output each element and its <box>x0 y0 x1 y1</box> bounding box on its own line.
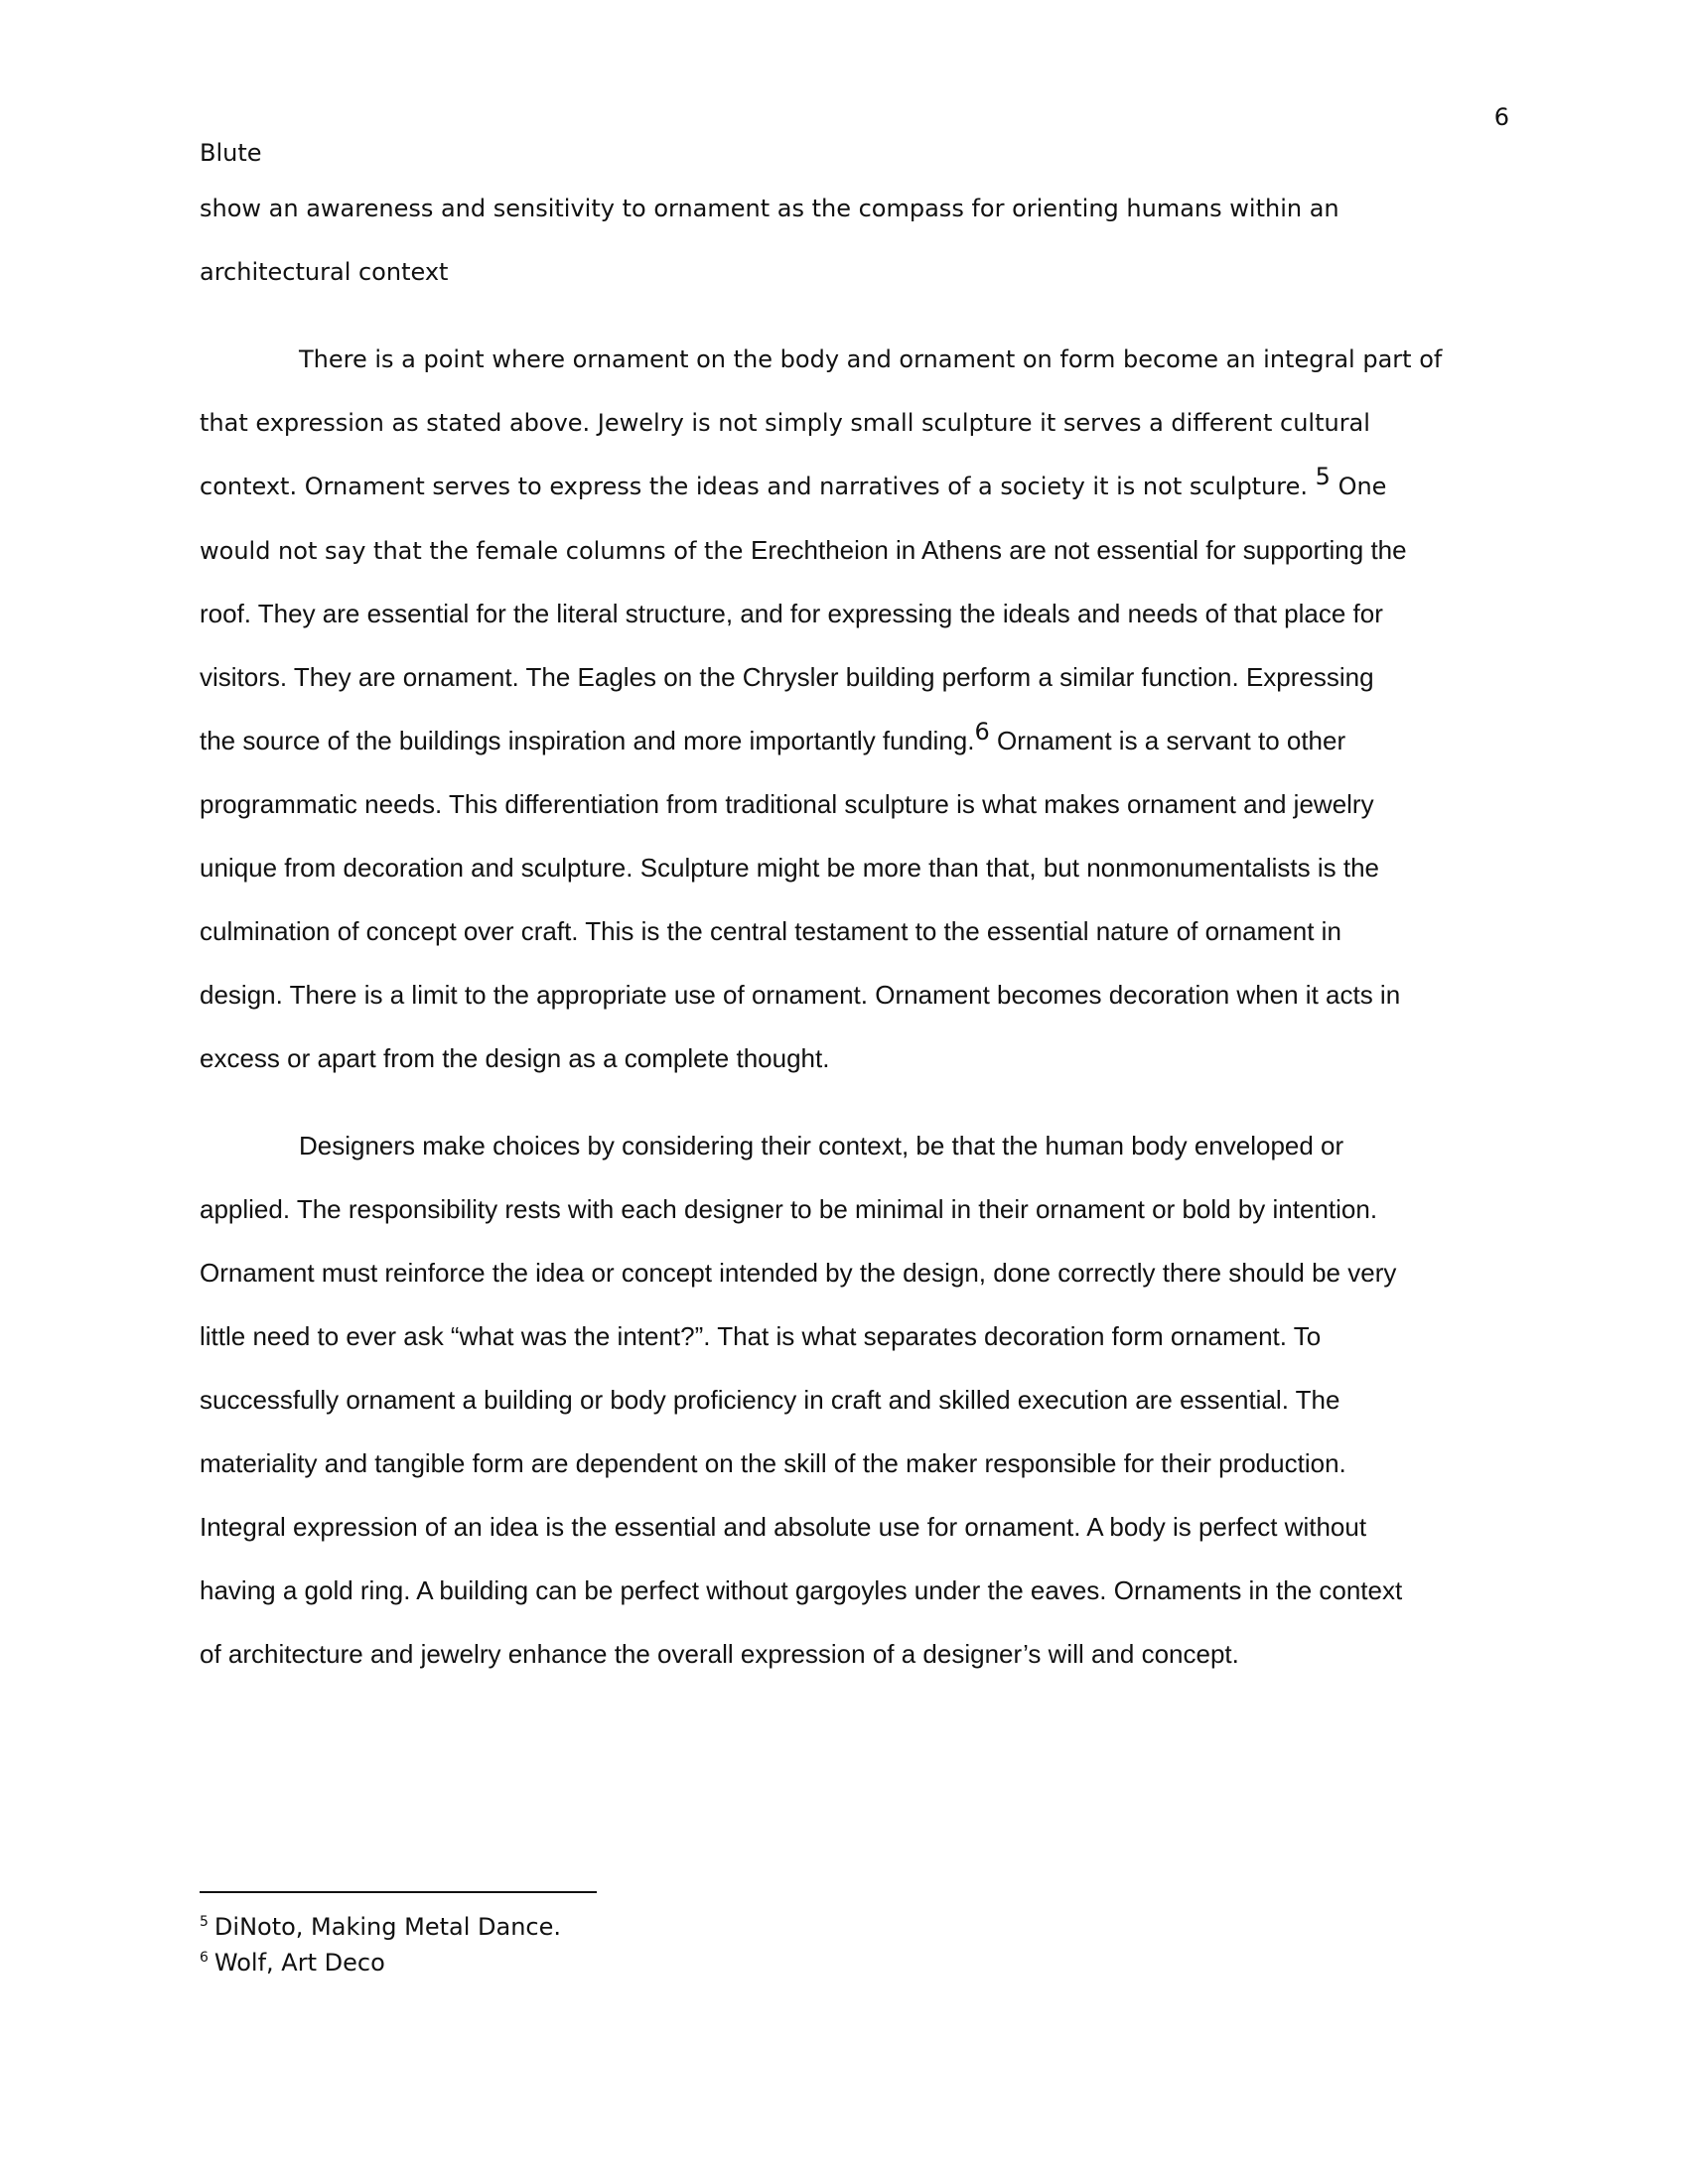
text-segment: unique from decoration and sculpture. Sculpture might be more than that, but nonmonumentalists is the <box>200 853 1380 883</box>
text-segment: of architecture and jewelry enhance the overall expression of a designer’s will and concept. <box>200 1639 1239 1669</box>
text-line <box>200 1575 1490 1642</box>
text-line <box>200 535 1490 602</box>
text-segment: the source of the buildings inspiration and more importantly funding. <box>200 726 975 755</box>
text-line <box>200 853 1490 919</box>
text-line <box>200 347 1490 411</box>
text-segment: design. There is a limit to the appropriate use of ornament. Ornament becomes decoration when it acts in <box>200 980 1401 1010</box>
text-line <box>200 599 1490 665</box>
text-line <box>200 1321 1490 1388</box>
text-segment: Designers make choices by considering their context, be that the human body enveloped or <box>299 1131 1344 1160</box>
text-segment: programmatic needs. This differentiation from traditional sculpture is what makes ornament and jewelry <box>200 789 1374 819</box>
text-segment: having a gold ring. A building can be perfect without gargoyles under the eaves. Ornaments in the context <box>200 1575 1403 1605</box>
text-line <box>200 1448 1490 1515</box>
footnotes <box>200 1909 561 1980</box>
footnote-separator <box>200 1891 597 1893</box>
text-segment: that expression as stated above. Jewelry is not simply small sculpture it serves a different cultural <box>200 409 1370 437</box>
text-line <box>200 1385 1490 1451</box>
text-segment: applied. The responsibility rests with each designer to be minimal in their ornament or bold by intention. <box>200 1194 1378 1224</box>
text-segment: excess or apart from the design as a complete thought. <box>200 1043 830 1073</box>
text-segment: successfully ornament a building or body proficiency in craft and skilled execution are essential. The <box>200 1385 1340 1415</box>
running-header-author: Blute <box>200 139 262 167</box>
text-line <box>200 1194 1490 1261</box>
text-segment: architectural context <box>200 258 449 286</box>
footnote <box>200 1945 561 1980</box>
footnote-number: 5 <box>200 1914 209 1930</box>
paragraph <box>200 1131 1490 1706</box>
footnote-reference: 5 <box>1315 463 1331 490</box>
text-segment: culmination of concept over craft. This is the central testament to the essential nature of ornament in <box>200 916 1341 946</box>
text-segment: roof. They are essential for the literal structure, and for expressing the ideals and needs of that place for <box>200 599 1383 628</box>
page-number: 6 <box>1493 103 1509 131</box>
text-segment: would not say that the female columns of the <box>200 537 752 565</box>
text-line <box>200 980 1490 1046</box>
paragraph-spacer <box>200 324 1490 347</box>
paragraph <box>200 347 1490 1110</box>
text-segment: Erechtheion in Athens are not essential for supporting the <box>751 535 1407 565</box>
text-line <box>200 260 1490 324</box>
text-line <box>200 411 1490 475</box>
footnote-reference: 6 <box>974 718 990 746</box>
footnote-text: Wolf, Art Deco <box>213 1949 385 1977</box>
footnote <box>200 1909 561 1945</box>
text-line <box>200 1043 1490 1110</box>
footnote-text: DiNoto, Making Metal Dance. <box>213 1913 561 1941</box>
paragraph <box>200 197 1490 324</box>
text-segment: show an awareness and sensitivity to ornament as the compass for orienting humans within an <box>200 195 1339 222</box>
text-line <box>200 789 1490 856</box>
text-line <box>200 1258 1490 1324</box>
text-segment: There is a point where ornament on the body and ornament on form become an integral part of <box>299 345 1443 373</box>
text-line <box>200 718 1490 792</box>
text-segment: Integral expression of an idea is the essential and absolute use for ornament. A body is perfect without <box>200 1512 1367 1542</box>
document-body <box>200 197 1490 1706</box>
text-segment: materiality and tangible form are dependent on the skill of the maker responsible for their production. <box>200 1448 1346 1478</box>
text-line <box>200 1131 1490 1197</box>
text-line <box>200 1512 1490 1578</box>
text-line <box>200 197 1490 260</box>
text-segment: visitors. They are ornament. The Eagles on the Chrysler building perform a similar function. Expressing <box>200 662 1374 692</box>
text-line <box>200 1639 1490 1706</box>
text-segment: One <box>1330 473 1387 500</box>
text-segment: Ornament must reinforce the idea or concept intended by the design, done correctly there should be very <box>200 1258 1397 1288</box>
footnote-number: 6 <box>200 1950 209 1966</box>
text-segment: little need to ever ask “what was the intent?”. That is what separates decoration form ornament. To <box>200 1321 1322 1351</box>
text-line <box>200 662 1490 729</box>
text-segment: context. Ornament serves to express the ideas and narratives of a society it is not sculpture. <box>200 473 1316 500</box>
text-line <box>200 916 1490 983</box>
text-segment: Ornament is a servant to other <box>989 726 1346 755</box>
text-line <box>200 463 1490 538</box>
